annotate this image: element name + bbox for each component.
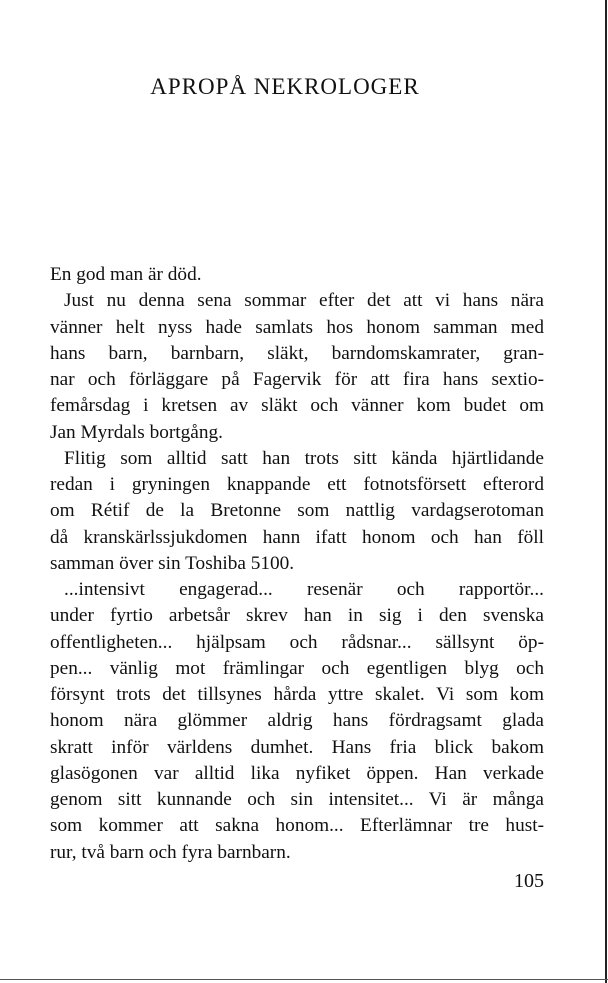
paragraph-line: under fyrtio arbetsår skrev han in sig i den svenska: [50, 605, 544, 627]
paragraph-line: rur, två barn och fyra barnbarn.: [50, 841, 291, 863]
paragraph-line: om Rétif de la Bretonne som nattlig vardagserotoman: [50, 500, 544, 522]
body-text: [50, 262, 544, 866]
paragraph-line: redan i gryningen knappande ett fotnotsförsett efterord: [50, 474, 544, 495]
page-title: APROPÅ NEKROLOGER: [150, 74, 420, 99]
paragraph-line: vänner helt nyss hade samlats hos honom samman med: [50, 316, 544, 338]
page-number: 105: [514, 870, 544, 892]
paragraph-line: femårsdag i kretsen av släkt och vänner kom budet om: [50, 395, 544, 417]
paragraph-line: hans barn, barnbarn, släkt, barndomskamrater, gran-: [50, 342, 544, 364]
paragraph-line: En god man är död.: [50, 264, 202, 285]
paragraph-line: pen... vänlig mot främlingar och egentligen blyg och: [50, 657, 544, 679]
paragraph-line: Jan Myrdals bortgång.: [50, 421, 223, 443]
paragraph-line: genom sitt kunnande och sin intensitet... Vi är många: [50, 789, 544, 810]
page-edge-bottom: [0, 979, 608, 980]
paragraph-line: honom nära glömmer aldrig hans fördragsamt glada: [50, 710, 544, 732]
paragraph-line: offentligheten... hjälpsam och rådsnar... sällsynt öp-: [50, 631, 544, 653]
paragraph-line: nar och förläggare på Fagervik för att fira hans sextio-: [50, 369, 544, 390]
paragraph-line: Just nu denna sena sommar efter det att vi hans nära: [64, 290, 544, 312]
paragraph-line: försynt trots det tillsynes hårda yttre skalet. Vi som kom: [50, 684, 544, 705]
paragraph-line: samman över sin Toshiba 5100.: [50, 552, 295, 574]
paragraph-line: skratt inför världens dumhet. Hans fria blick bakom: [50, 736, 544, 758]
paragraph-line: glasögonen var alltid lika nyfiket öppen. Han verkade: [50, 762, 544, 784]
paragraph-line: Flitig som alltid satt han trots sitt kända hjärtlidande: [64, 447, 544, 469]
paragraph-line: som kommer att sakna honom... Efterlämnar tre hust-: [50, 815, 544, 837]
page-edge-right: [605, 0, 607, 983]
paragraph-line: då kranskärlssjukdomen hann ifatt honom och han föll: [50, 526, 544, 548]
paragraph-line: ...intensivt engagerad... resenär och rapportör...: [64, 579, 544, 600]
